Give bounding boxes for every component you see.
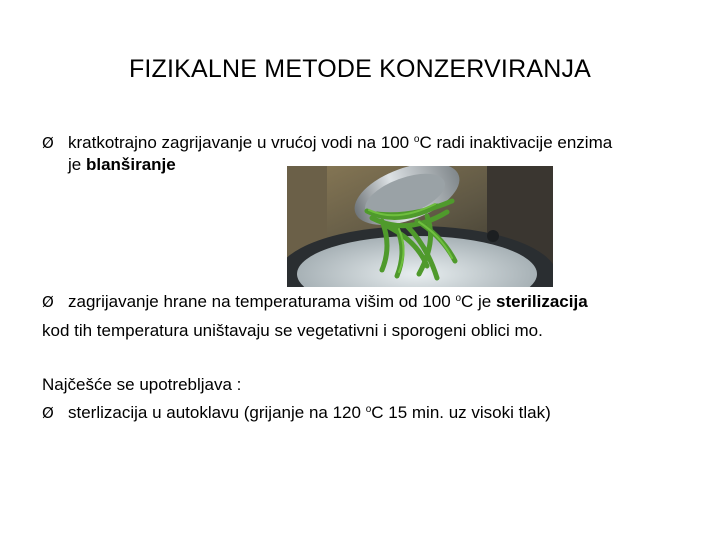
blanching-text-end: C radi inaktivacije enzima (419, 133, 613, 152)
blanching-text: kratkotrajno zagrijavanje u vrućoj vodi na 100 (68, 133, 410, 152)
degree-sup: o (455, 293, 462, 304)
blanching-prefix: je (68, 155, 82, 174)
usage-intro: Najčešće se upotrebljava : (42, 375, 242, 394)
sterilization-line-2: kod tih temperatura uništavaju se vegetativni i sporogeni oblici mo. (42, 321, 543, 340)
sterilization-text: zagrijavanje hrane na temperaturama višim od 100 (68, 292, 451, 311)
autoclave-text: sterlizacija u autoklavu (grijanje na 120 (68, 403, 361, 422)
degree-sup: o (365, 404, 372, 415)
sterilization-line-1 (42, 292, 588, 312)
blanching-photo (287, 166, 553, 287)
arrow-bullet-icon: Ø (42, 404, 54, 422)
sterilization-text-mid: C je (461, 292, 492, 311)
autoclave-line (42, 403, 551, 423)
arrow-bullet-icon: Ø (42, 134, 54, 152)
sterilization-term: sterilizacija (495, 292, 588, 311)
blanching-term: blanširanje (85, 155, 176, 174)
arrow-bullet-icon: Ø (42, 293, 54, 311)
degree-sup: o (413, 134, 420, 145)
blanching-line-1 (42, 133, 612, 153)
slide-title: FIZIKALNE METODE KONZERVIRANJA (128, 55, 592, 83)
blanching-line-2 (68, 155, 176, 175)
autoclave-text-end: C 15 min. uz visoki tlak) (371, 403, 551, 422)
